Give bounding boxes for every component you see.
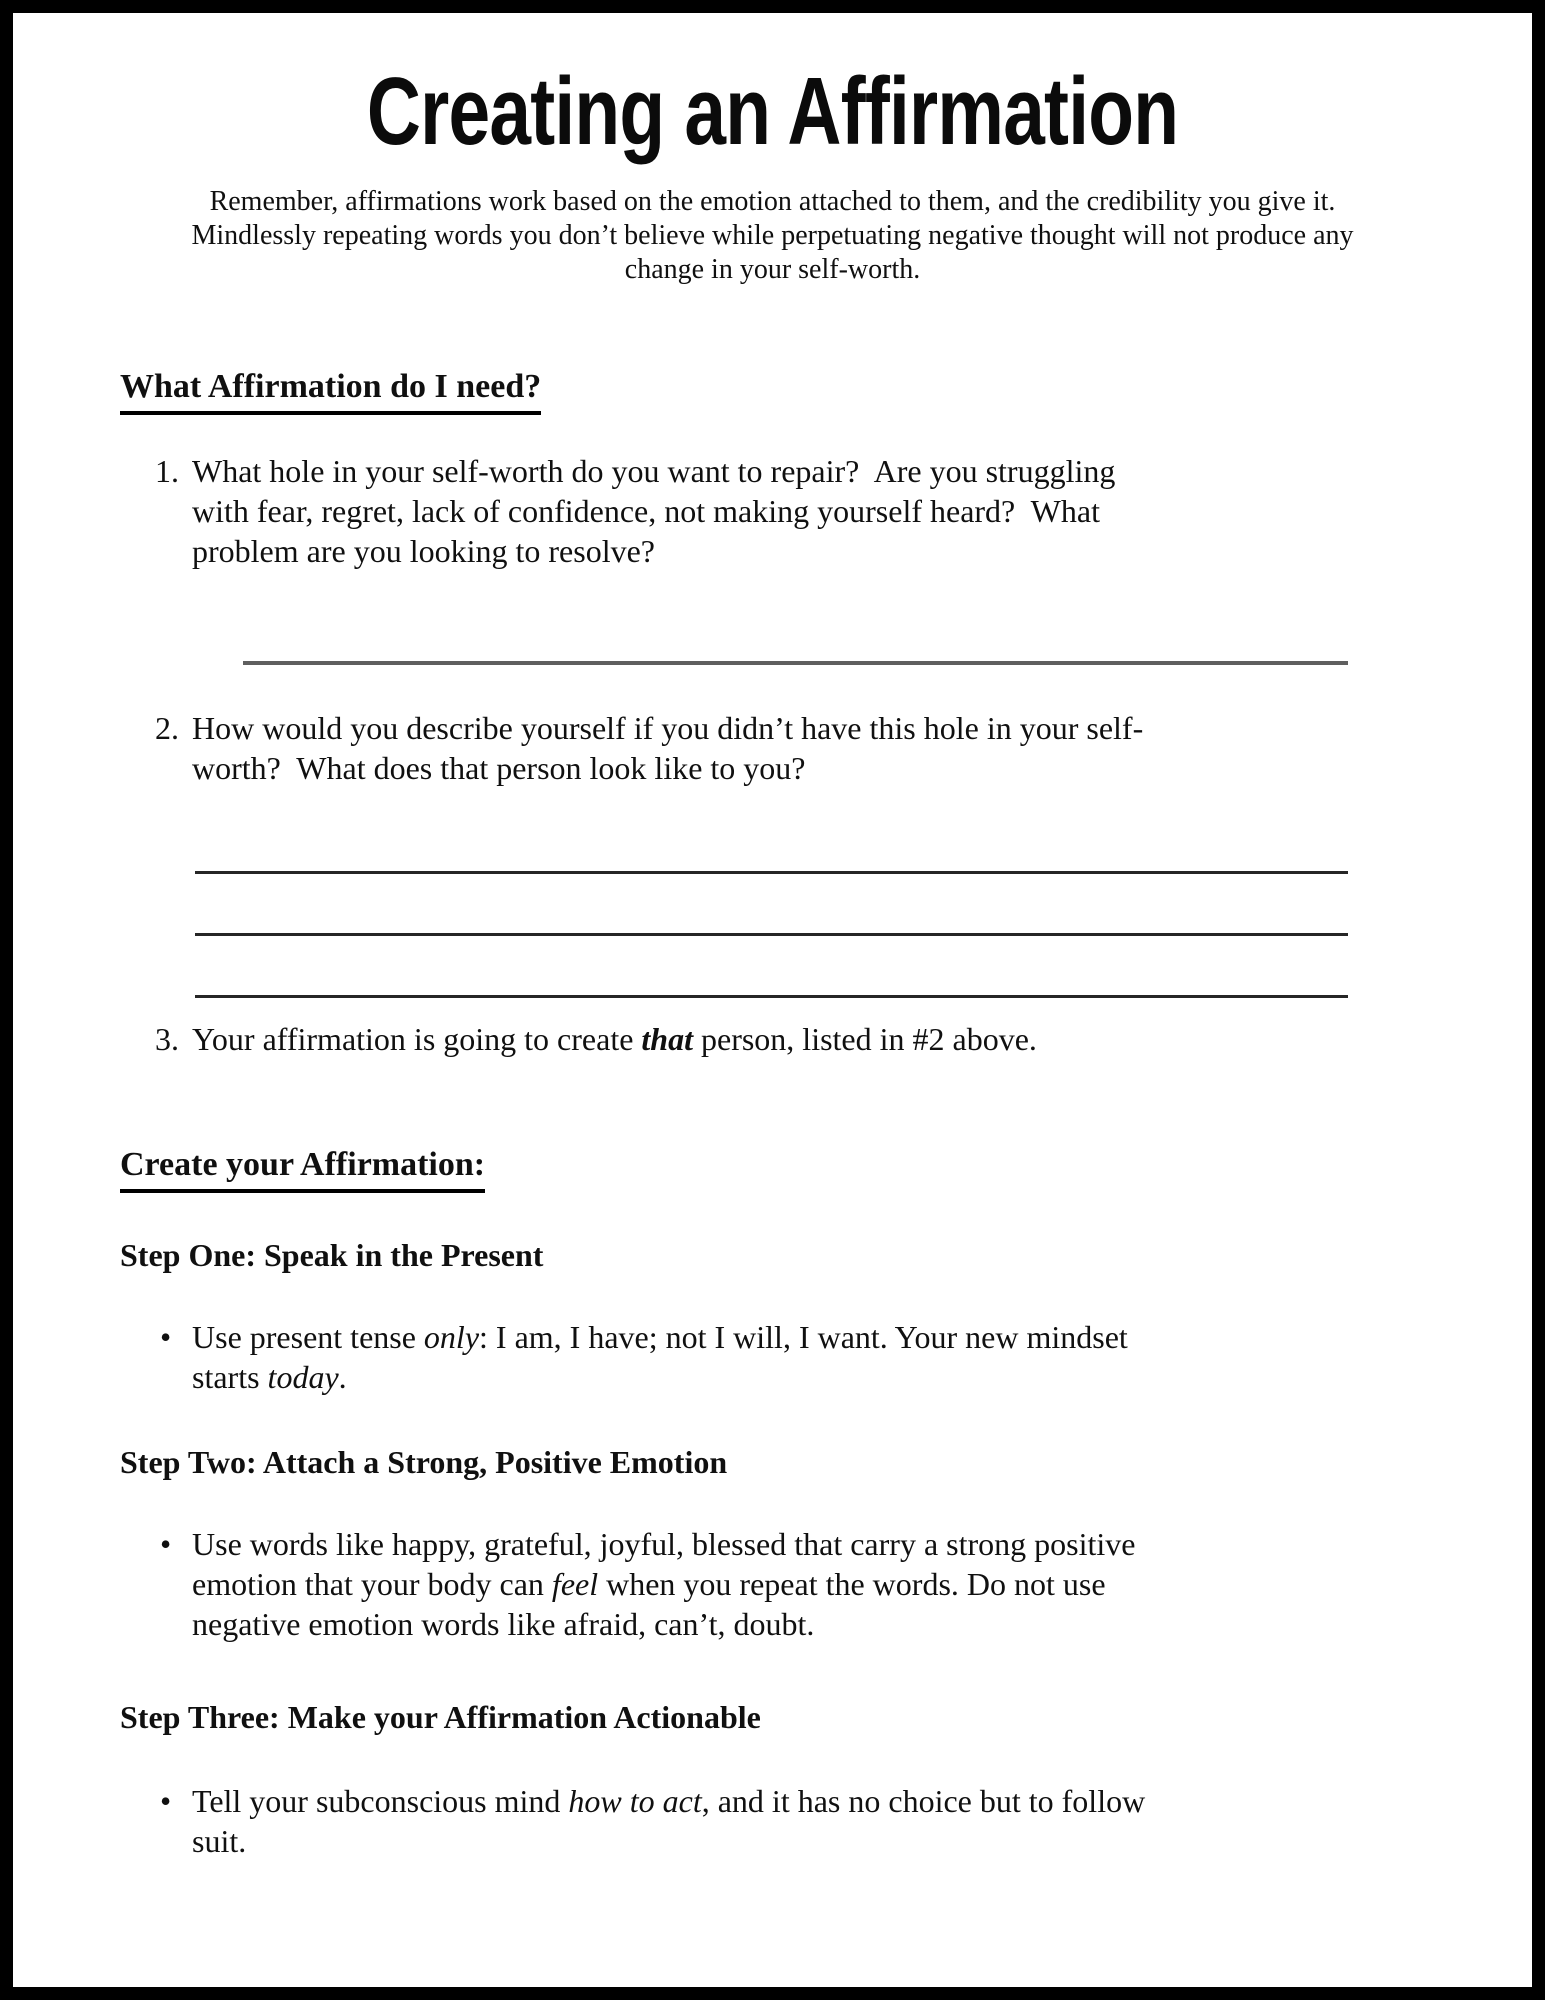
list-item-3 [120, 1019, 1437, 1059]
bullet-text [192, 1781, 1145, 1861]
text-line: Tell your subconscious mind how to act, and it has no choice but to follow [192, 1783, 1146, 1819]
intro-line: change in your self-worth. [624, 254, 921, 285]
list-number: 2. [155, 710, 179, 746]
text-line: negative emotion words like afraid, can’t, doubt. [192, 1606, 815, 1642]
text-line: suit. [192, 1823, 247, 1859]
text-line: What hole in your self-worth do you want to repair? Are you struggling [192, 453, 1116, 489]
list-item-text [192, 1019, 1037, 1059]
step-three-heading: Step Three: Make your Affirmation Actionable [120, 1699, 761, 1735]
list-item-text [192, 708, 1143, 788]
step-one-heading: Step One: Speak in the Present [120, 1237, 544, 1273]
bullet-icon: • [160, 1319, 172, 1355]
text-line: problem are you looking to resolve? [192, 533, 655, 569]
intro-line: Remember, affirmations work based on the emotion attached to them, and the credibility you give it. [209, 186, 1336, 217]
list-number: 1. [155, 453, 179, 489]
bullet-text [192, 1317, 1128, 1397]
intro-paragraph [13, 185, 1532, 287]
text-line: starts today. [192, 1359, 347, 1395]
list-item-2 [120, 708, 1437, 788]
intro-line: Mindlessly repeating words you don’t believe while perpetuating negative thought will not produce any [191, 220, 1354, 251]
step-one-bullet-item [120, 1317, 1437, 1397]
text-line: with fear, regret, lack of confidence, not making yourself heard? What [192, 493, 1100, 529]
step-two-bullet-item [120, 1524, 1437, 1644]
text-line: emotion that your body can feel when you repeat the words. Do not use [192, 1566, 1106, 1602]
text-line: How would you describe yourself if you didn’t have this hole in your self- [192, 710, 1144, 746]
text-line: Your affirmation is going to create that person, listed in #2 above. [192, 1021, 1037, 1057]
answer-line [195, 871, 1348, 874]
section-heading-text: Create your Affirmation: [120, 1143, 485, 1193]
list-number: 3. [155, 1021, 179, 1057]
page-title: Creating an Affirmation [366, 58, 1179, 165]
bullet-text [192, 1524, 1135, 1644]
section-heading-text: What Affirmation do I need? [120, 365, 541, 415]
section-heading-create-affirmation [120, 1143, 1437, 1193]
step-two-heading: Step Two: Attach a Strong, Positive Emotion [120, 1444, 728, 1480]
text-line: worth? What does that person look like to you? [192, 750, 806, 786]
list-item-text [192, 451, 1115, 571]
section-heading-what-affirmation [120, 365, 1437, 415]
list-item-1 [120, 451, 1437, 571]
bullet-icon: • [160, 1783, 172, 1819]
bullet-icon: • [160, 1526, 172, 1562]
step-three-bullet-item [120, 1781, 1437, 1861]
answer-line [195, 995, 1348, 998]
answer-line [243, 661, 1348, 665]
page-body [13, 365, 1532, 1861]
text-line: Use present tense only: I am, I have; not I will, I want. Your new mindset [192, 1319, 1128, 1355]
text-line: Use words like happy, grateful, joyful, blessed that carry a strong positive [192, 1526, 1136, 1562]
answer-line [195, 933, 1348, 936]
answer-lines-group [120, 871, 1437, 998]
